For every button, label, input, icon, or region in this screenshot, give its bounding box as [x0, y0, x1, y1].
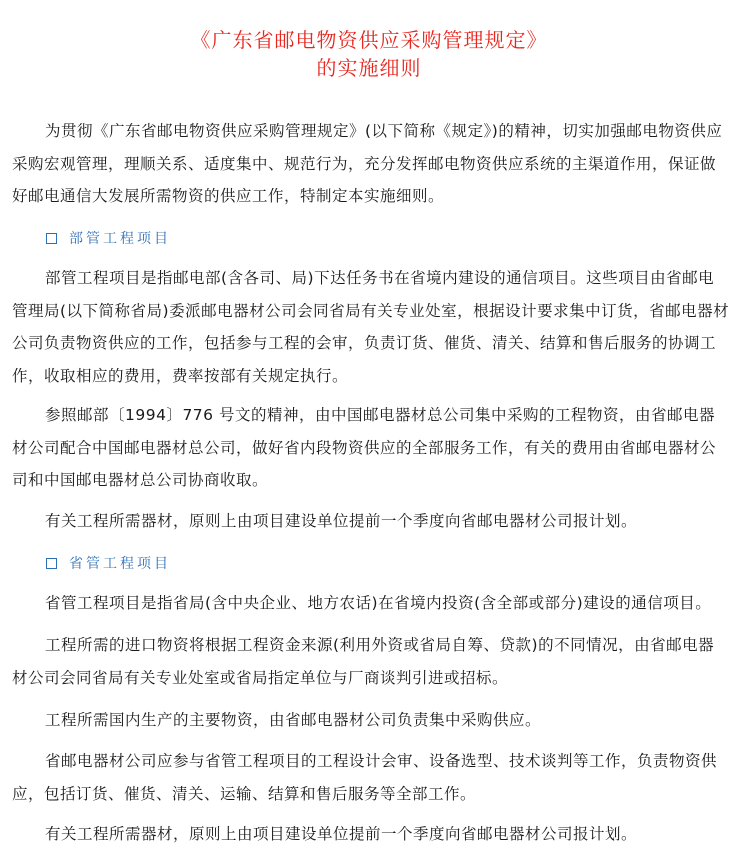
document-title-line1: 《广东省邮电物资供应采购管理规定》	[190, 28, 548, 52]
section2-paragraph: 省邮电器材公司应参与省管工程项目的工程设计会审、设备选型、技术谈判等工作，负责物资供应，包括订货、催货、清关、运输、结算和售后服务等全部工作。	[12, 752, 718, 803]
section1-paragraph: 部管工程项目是指邮电部(含各司、局)下达任务书在省境内建设的通信项目。这些项目由省邮电管理局(以下简称省局)委派邮电器材公司会同省局有关专业处室，根据设计要求集中订货，省邮电器材公司负责物资供应的工作，包括参与工程的会审，负责订货、催货、清关、结算和售后服务的协调工作，收取相应的费用，费率按部有关规定执行。	[12, 269, 730, 385]
checkbox-square-icon	[46, 233, 57, 244]
section1-heading-text: 部管工程项目	[69, 231, 171, 247]
section1-heading	[46, 228, 171, 248]
section2-paragraph: 省管工程项目是指省局(含中央企业、地方农话)在省境内投资(含全部或部分)建设的通信项目。	[45, 594, 712, 612]
section2-heading-text: 省管工程项目	[69, 556, 171, 572]
document-title-line2: 的实施细则	[316, 56, 422, 80]
section2-paragraph: 有关工程所需器材，原则上由项目建设单位提前一个季度向省邮电器材公司报计划。	[45, 825, 638, 843]
checkbox-square-icon	[46, 558, 57, 569]
section1-paragraph: 参照邮部〔1994〕776 号文的精神，由中国邮电器材总公司集中采购的工程物资，由省邮电器材公司配合中国邮电器材总公司，做好省内段物资供应的全部服务工作，有关的费用由省邮电器材公司和中国邮电器材总公司协商收取。	[12, 406, 717, 489]
intro-paragraph: 为贯彻《广东省邮电物资供应采购管理规定》(以下简称《规定》)的精神，切实加强邮电物资供应采购宏观管理，理顺关系、适度集中、规范行为，充分发挥邮电物资供应系统的主渠道作用，保证做好邮电通信大发展所需物资的供应工作，特制定本实施细则。	[12, 122, 723, 205]
section1-paragraph: 有关工程所需器材，原则上由项目建设单位提前一个季度向省邮电器材公司报计划。	[45, 512, 638, 530]
section2-heading	[46, 553, 171, 573]
section2-paragraph: 工程所需国内生产的主要物资，由省邮电器材公司负责集中采购供应。	[45, 711, 542, 729]
section2-paragraph: 工程所需的进口物资将根据工程资金来源(利用外资或省局自筹、贷款)的不同情况，由省邮电器材公司会同省局有关专业处室或省局指定单位与厂商谈判引进或招标。	[12, 636, 715, 687]
